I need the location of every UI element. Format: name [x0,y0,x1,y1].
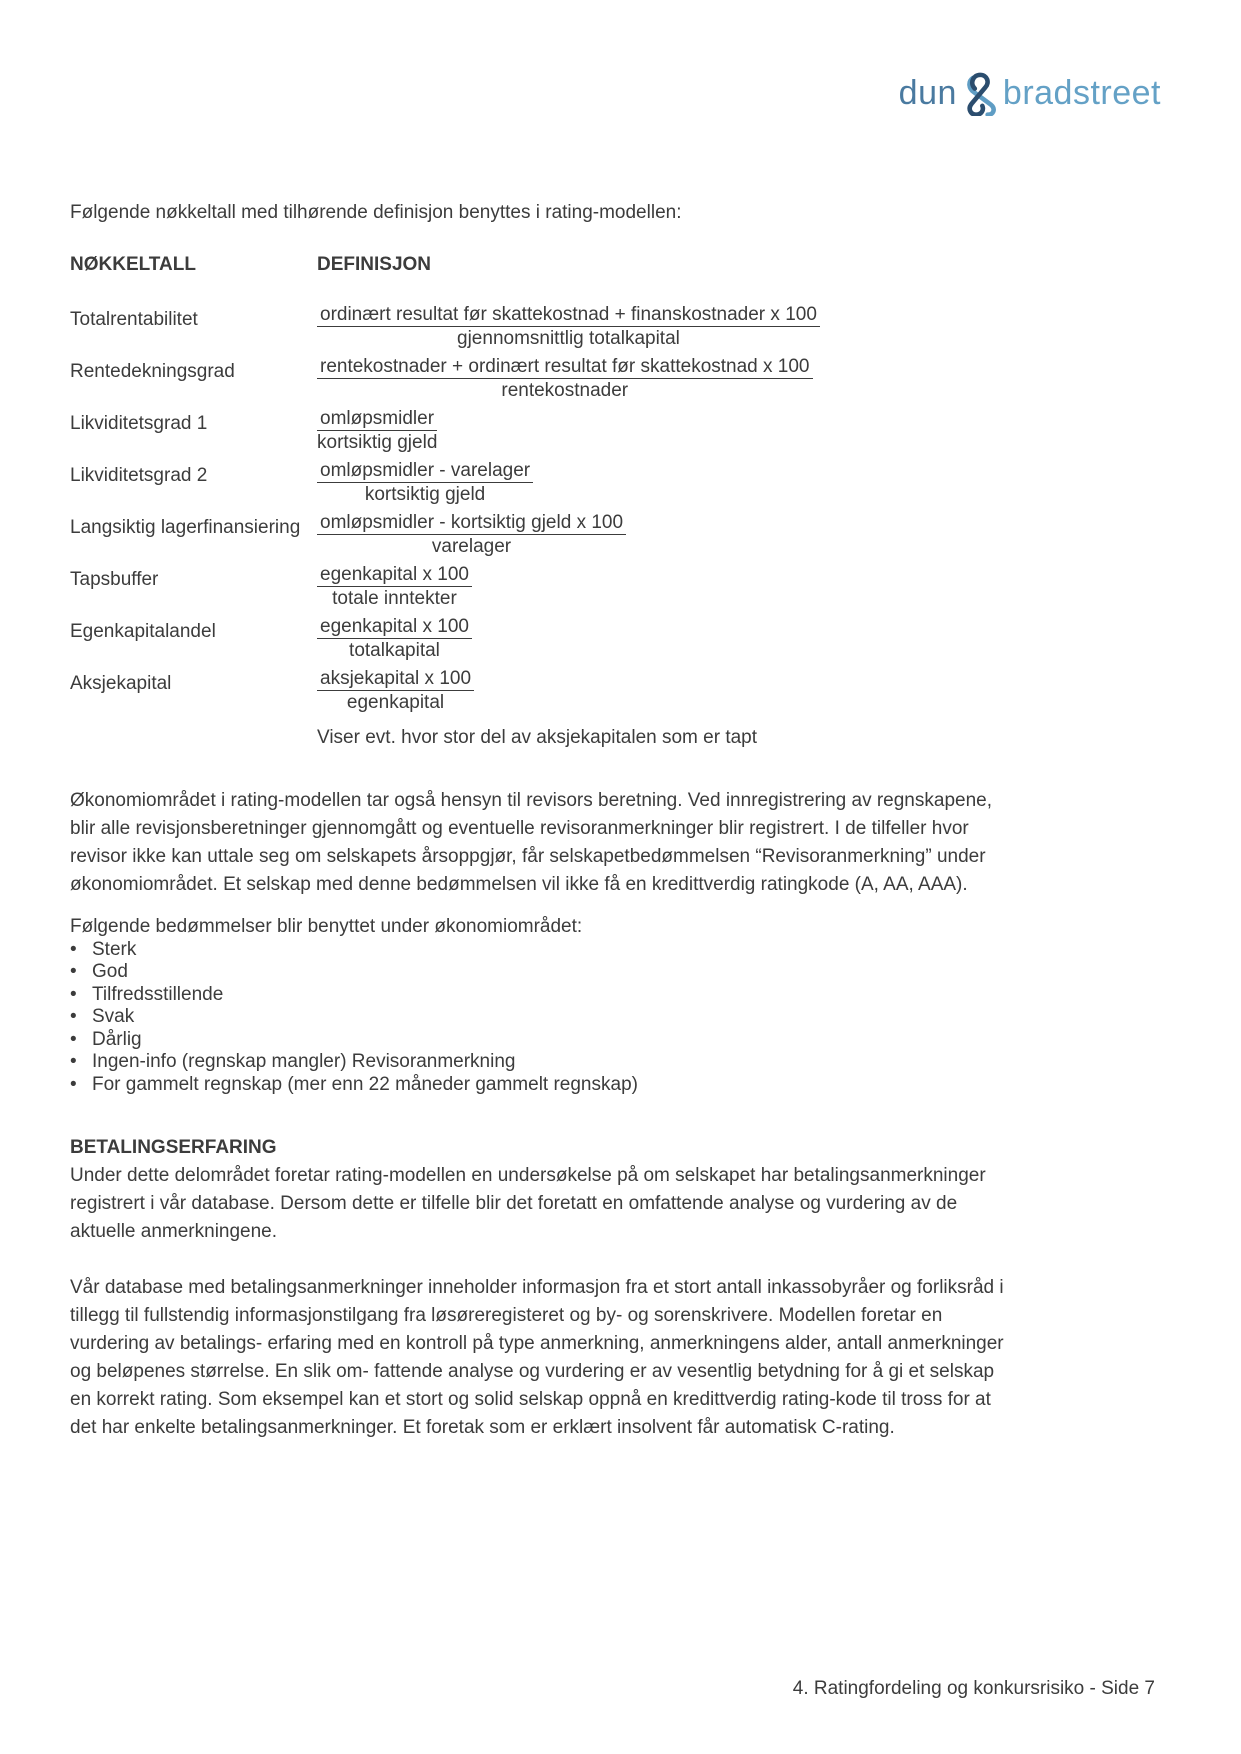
fraction-numerator: rentekostnader + ordinært resultat før skattekostnad x 100 [317,356,813,379]
list-item-label: God [92,961,128,982]
fraction-numerator: aksjekapital x 100 [317,668,474,691]
fraction-numerator: egenkapital x 100 [317,616,472,639]
fraction-denominator: gjennomsnittlig totalkapital [457,328,680,349]
ratio-row [70,304,1170,349]
fraction-denominator: kortsiktig gjeld [364,484,486,505]
ratio-fraction [317,616,472,661]
bullet-icon: • [70,1051,77,1072]
ratio-label: Likviditetsgrad 1 [70,413,208,434]
ratio-fraction [317,460,533,505]
ratio-row [70,668,1170,713]
list-item [70,939,1170,962]
fraction-numerator: omløpsmidler [317,408,437,431]
bullet-icon: • [70,938,77,960]
fraction-denominator: totalkapital [349,640,440,661]
ratio-label: Rentedekningsgrad [70,361,235,382]
list-item [70,961,1170,984]
bullet-icon: • [70,961,77,982]
list-item [70,1074,1170,1097]
ratio-row [70,512,1170,557]
ratios-table [70,254,1170,749]
ratio-fraction [317,564,472,609]
ratio-row [70,408,1170,453]
section-heading-betalingserfaring: BETALINGSERFARING [70,1137,277,1158]
logo-text-bradstreet: bradstreet [1002,74,1161,112]
list-item-label: Ingen-info (regnskap mangler) Revisoranmerkning [92,1051,516,1072]
ratio-fraction [317,668,474,713]
list-item [70,984,1170,1007]
ratio-row [70,564,1170,609]
paragraph-payment-2: Vår database med betalingsanmerkninger inneholder informasjon fra et stort antall inkassobyråer og forliksråd i tillegg til fullstendig informasjonstilgang fra løsøreregisteret og by- og sorenskrivere. Modellen foretar en vurdering av betalings- erfaring med en kontroll på type anmerkning, anmerkningens alder, antall anmerkninger og beløpenes størrelse. En slik om- fattende analyse og vurdering er av vesentlig betydning for å gi et selskap en korrekt rating. Som eksempel kan et stort og solid selskap oppnå en kredittverdig rating-kode til tross for at det har enkelte betalingsanmerkninger. Et foretak som er erklært insolvent får automatisk C-rating. [70,1277,1004,1438]
ratio-label: Totalrentabilitet [70,309,198,330]
ratio-label: Langsiktig lagerfinansiering [70,517,301,538]
fraction-numerator: omløpsmidler - varelager [317,460,533,483]
table-header-definisjon: DEFINISJON [317,254,432,275]
list-item-label: Dårlig [92,1028,142,1050]
paragraph-economics: Økonomiområdet i rating-modellen tar også hensyn til revisors beretning. Ved innregistrering av regnskapene, blir alle revisjonsberetninger gjennomgått og eventuelle revisoranmerkninger blir registrert. I de tilfeller hvor revisor ikke kan uttale seg om selskapets årsoppgjør, får selskapetbedømmelsen “Revisoranmerkning” under økonomiområdet. Et selskap med denne bedømmelsen vil ikke få en kredittverdig ratingkode (A, AA, AAA). [70,790,992,895]
ratio-fraction [317,304,820,349]
fraction-denominator: totale inntekter [332,588,457,609]
list-item-label: Tilfredsstillende [92,983,224,1005]
fraction-numerator: ordinært resultat før skattekostnad + finanskostnader x 100 [317,304,820,327]
bullet-icon: • [70,983,77,1005]
ratio-fraction [317,408,437,453]
fraction-denominator: kortsiktig gjeld [317,432,438,453]
list-intro: Følgende bedømmelser blir benyttet under økonomiområdet: [70,916,583,937]
ratio-row [70,460,1170,505]
ratios-table-header [70,254,1170,276]
ratio-label: Aksjekapital [70,673,172,694]
list-item-label: For gammelt regnskap (mer enn 22 måneder gammelt regnskap) [92,1073,638,1095]
fraction-numerator: egenkapital x 100 [317,564,472,587]
logo-text-dun: dun [898,74,957,112]
list-item [70,1051,1170,1074]
fraction-denominator: varelager [431,536,512,557]
list-item-label: Sterk [92,938,137,960]
ratio-label: Egenkapitalandel [70,621,216,642]
list-item-label: Svak [92,1006,135,1027]
ratio-row [70,356,1170,401]
bullet-icon: • [70,1006,77,1027]
ratio-label: Tapsbuffer [70,569,159,590]
table-header-nokkeltall: NØKKELTALL [70,254,196,275]
page-footer: 4. Ratingfordeling og konkursrisiko - Side 7 [792,1678,1155,1699]
dnb-logo [899,70,1161,116]
ratio-row [70,616,1170,661]
fraction-numerator: omløpsmidler - kortsiktig gjeld x 100 [317,512,626,535]
bullet-icon: • [70,1073,77,1095]
bullet-icon: • [70,1028,77,1050]
ratio-fraction [317,512,626,557]
ratio-fraction [317,356,813,401]
paragraph-payment-1: Under dette delområdet foretar rating-modellen en undersøkelse på om selskapet har betalingsanmerkninger registrert i vår database. Dersom dette er tilfelle blir det foretatt en omfattende analyse og vurdering av de aktuelle anmerkningene. [70,1165,986,1242]
fraction-denominator: rentekostnader [501,380,629,401]
table-note-row [70,727,1170,749]
assessments-list [70,939,1170,1097]
page-content [70,202,1170,1442]
table-note: Viser evt. hvor stor del av aksjekapitalen som er tapt [317,727,758,748]
fraction-denominator: egenkapital [346,692,445,713]
list-item [70,1006,1170,1029]
ratio-label: Likviditetsgrad 2 [70,465,208,486]
intro-text: Følgende nøkkeltall med tilhørende definisjon benyttes i rating-modellen: [70,202,682,223]
logo-ampersand-icon [961,70,1001,116]
list-item [70,1029,1170,1052]
